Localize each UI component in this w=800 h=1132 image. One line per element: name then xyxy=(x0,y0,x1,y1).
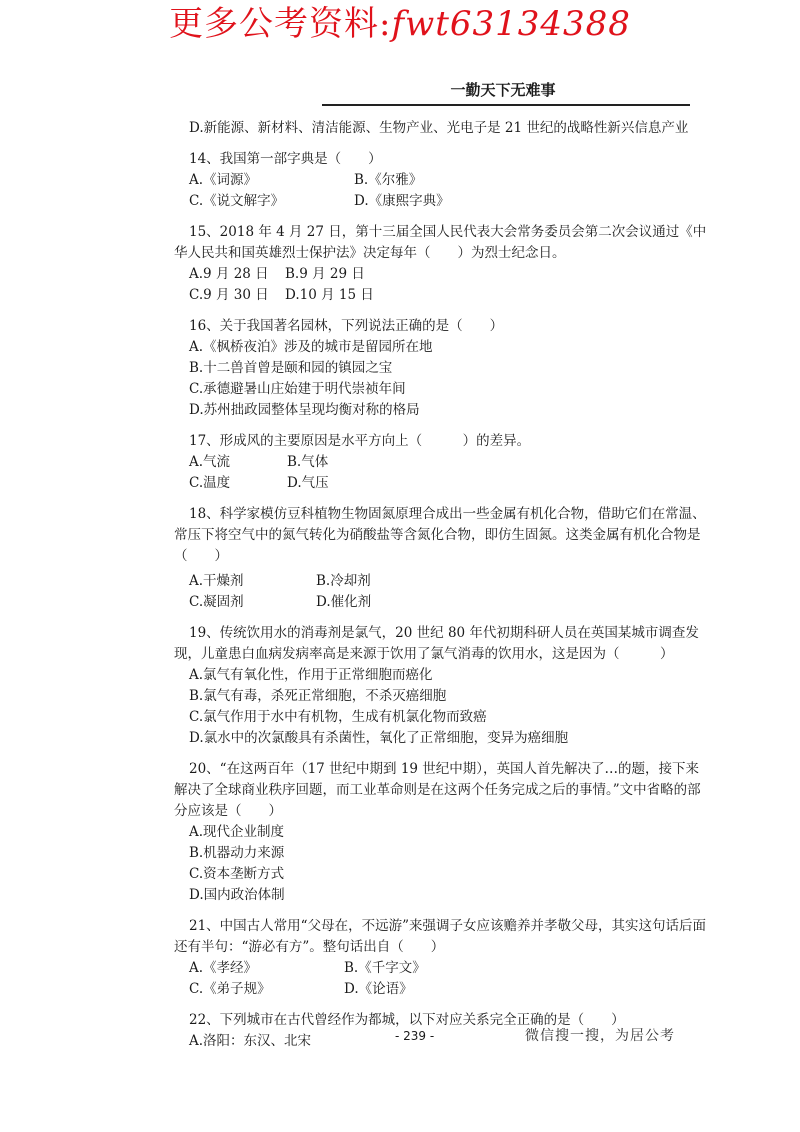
question-16 xyxy=(174,316,710,421)
option-a: A.9 月 28 日 xyxy=(189,266,269,282)
option-a: A.《词源》 xyxy=(189,172,258,188)
question-19 xyxy=(174,623,710,749)
question-15 xyxy=(174,222,710,306)
question-21 xyxy=(174,916,710,1000)
watermark-banner xyxy=(0,2,800,46)
question-stem: 17、形成风的主要原因是水平方向上（ ）的差异。 xyxy=(189,433,531,449)
option-a: A.干燥剂 xyxy=(189,573,244,589)
option-d: D.国内政治体制 xyxy=(189,887,285,903)
question-stem: 22、下列城市在古代曾经作为都城，以下对应关系完全正确的是（ ） xyxy=(189,1012,625,1028)
carryover-text: D.新能源、新材料、清洁能源、生物产业、光电子是 21 世纪的战略性新兴信息产业 xyxy=(189,120,689,136)
option-c: C.氯气作用于水中有机物，生成有机氯化物而致癌 xyxy=(189,709,487,725)
option-a: A.《枫桥夜泊》涉及的城市是留园所在地 xyxy=(189,339,433,355)
question-stem: 19、传统饮用水的消毒剂是氯气，20 世纪 80 年代初期科研人员在英国某城市调查发现，儿童患白血病发病率高是来源于饮用了氯气消毒的饮用水，这是因为（ ） xyxy=(174,625,699,662)
question-stem: 21、中国古人常用“父母在，不远游”来强调子女应该赡养并孝敬父母，其实这句话后面还有半句：“游必有方”。整句话出自（ ） xyxy=(174,918,706,955)
option-b: B.氯气有毒，杀死正常细胞，不杀灭癌细胞 xyxy=(189,688,447,704)
option-d: D.10 月 15 日 xyxy=(285,287,374,303)
question-18 xyxy=(174,504,710,613)
question-14 xyxy=(174,149,710,212)
option-a: A.气流 xyxy=(189,454,231,470)
option-a: A.氯气有氧化性，作用于正常细胞而癌化 xyxy=(189,667,433,683)
question-stem: 16、关于我国著名园林，下列说法正确的是（ ） xyxy=(189,318,504,334)
option-c: C.凝固剂 xyxy=(189,594,244,610)
watermark-text: 更多公考资料: xyxy=(169,4,392,44)
page-number: - 239 - xyxy=(395,1029,435,1043)
option-d: D.《康熙字典》 xyxy=(354,193,450,209)
option-c: C.温度 xyxy=(189,475,231,491)
option-b: B.十二兽首曾是颐和园的镇园之宝 xyxy=(189,360,393,376)
option-a: A.洛阳：东汉、北宋 xyxy=(189,1033,312,1049)
question-stem: 14、我国第一部字典是（ ） xyxy=(189,151,382,167)
option-b: B.《尔雅》 xyxy=(354,172,423,188)
question-20 xyxy=(174,759,710,906)
option-a: A.《孝经》 xyxy=(189,960,258,976)
option-b: B.《千字文》 xyxy=(344,960,426,976)
option-b: B.气体 xyxy=(287,454,329,470)
option-d: D.《论语》 xyxy=(344,981,413,997)
option-d: D.气压 xyxy=(287,475,329,491)
page-header: 一勤天下无难事 xyxy=(450,81,556,99)
watermark-url: fwt63134388 xyxy=(391,4,631,44)
option-d: D.催化剂 xyxy=(316,594,372,610)
question-stem: 15、2018 年 4 月 27 日，第十三届全国人民代表大会常务委员会第二次会议通过《中华人民共和国英雄烈士保护法》决定每年（ ）为烈士纪念日。 xyxy=(174,224,707,261)
option-d: D.氯水中的次氯酸具有杀菌性，氧化了正常细胞，变异为癌细胞 xyxy=(189,730,569,746)
option-b: B.9 月 29 日 xyxy=(285,266,365,282)
option-c: C.资本垄断方式 xyxy=(189,866,285,882)
option-b: B.冷却剂 xyxy=(316,573,371,589)
carryover-option xyxy=(174,118,710,139)
footer-slogan: 微信搜一搜，为居公考 xyxy=(525,1028,675,1044)
option-c: C.9 月 30 日 xyxy=(189,287,269,303)
question-17 xyxy=(174,431,710,494)
option-a: A.现代企业制度 xyxy=(189,824,285,840)
option-d: D.苏州拙政园整体呈现均衡对称的格局 xyxy=(189,402,420,418)
option-c: C.《弟子规》 xyxy=(189,981,271,997)
option-c: C.《说文解字》 xyxy=(189,193,285,209)
header-rule xyxy=(322,104,690,106)
question-content xyxy=(174,118,710,1052)
option-b: B.机器动力来源 xyxy=(189,845,285,861)
question-stem: 18、科学家模仿豆科植物生物固氮原理合成出一些金属有机化合物，借助它们在常温、常压下将空气中的氮气转化为硝酸盐等含氮化合物，即仿生固氮。这类金属有机化合物是（ ） xyxy=(174,506,706,564)
option-c: C.承德避暑山庄始建于明代崇祯年间 xyxy=(189,381,406,397)
question-stem: 20、“在这两百年（17 世纪中期到 19 世纪中期），英国人首先解决了…的题，接下来解决了全球商业秩序回题，而工业革命则是在这两个任务完成之后的事情。”文中省略的部分应该是（ ） xyxy=(174,761,701,819)
